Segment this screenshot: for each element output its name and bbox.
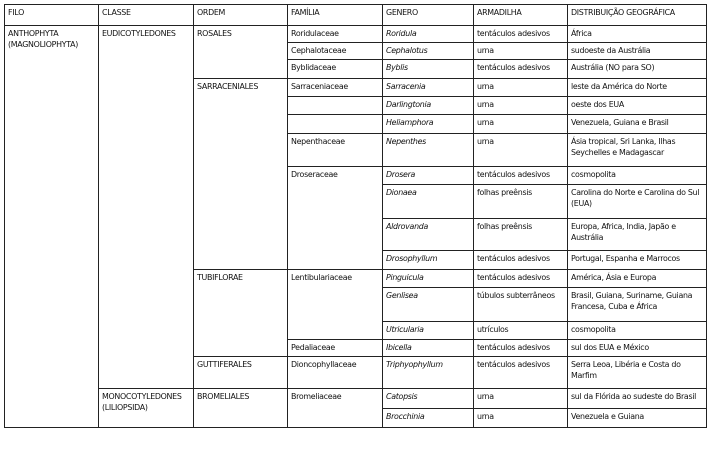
genero-cell: Drosophyllum: [383, 251, 474, 270]
ordem-cell: SARRACENIALES: [194, 79, 288, 270]
familia-cell-empty: [288, 97, 383, 115]
familia-cell: Sarraceniaceae: [288, 79, 383, 97]
distribuicao-cell: América, Ásia e Europa: [568, 270, 707, 288]
header-genero: GENERO: [383, 5, 474, 26]
ordem-cell: ROSALES: [194, 26, 288, 79]
distribuicao-cell: Venezuela e Guiana: [568, 409, 707, 428]
ordem-cell: TUBIFLORAE: [194, 270, 288, 357]
distribuicao-cell: Portugal, Espanha e Marrocos: [568, 251, 707, 270]
familia-cell: Bromeliaceae: [288, 389, 383, 428]
distribuicao-cell: Europa, Africa, India, Japão e Austrália: [568, 219, 707, 251]
ordem-cell: BROMELIALES: [194, 389, 288, 428]
distribuicao-cell: Venezuela, Guiana e Brasil: [568, 115, 707, 134]
ordem-cell: GUTTIFERALES: [194, 357, 288, 389]
genero-cell: Dionaea: [383, 185, 474, 219]
carnivorous-plants-table: [4, 4, 707, 428]
header-classe: CLASSE: [99, 5, 194, 26]
genero-cell: Brocchinia: [383, 409, 474, 428]
armadilha-cell: urna: [474, 134, 568, 167]
armadilha-cell: tentáculos adesivos: [474, 251, 568, 270]
familia-cell: Roridulaceae: [288, 26, 383, 43]
genero-cell: Nepenthes: [383, 134, 474, 167]
armadilha-cell: utrículos: [474, 322, 568, 340]
distribuicao-cell: Carolina do Norte e Carolina do Sul (EUA): [568, 185, 707, 219]
distribuicao-cell: sul da Flórida ao sudeste do Brasil: [568, 389, 707, 409]
armadilha-cell: tentáculos adesivos: [474, 340, 568, 357]
genero-cell: Triphyophyllum: [383, 357, 474, 389]
armadilha-cell: tentáculos adesivos: [474, 270, 568, 288]
distribuicao-cell: sul dos EUA e México: [568, 340, 707, 357]
distribuicao-cell: cosmopolita: [568, 322, 707, 340]
distribuicao-cell: Serra Leoa, Libéria e Costa do Marfim: [568, 357, 707, 389]
table-row: [5, 389, 707, 409]
armadilha-cell: urna: [474, 43, 568, 60]
familia-cell: Byblidaceae: [288, 60, 383, 79]
genero-cell: Aldrovanda: [383, 219, 474, 251]
familia-cell: Pedaliaceae: [288, 340, 383, 357]
familia-cell: Lentibulariaceae: [288, 270, 383, 340]
classe-cell: MONOCOTYLEDONES (LILIOPSIDA): [99, 389, 194, 428]
familia-cell: Cephalotaceae: [288, 43, 383, 60]
genero-cell: Darlingtonia: [383, 97, 474, 115]
distribuicao-cell: África: [568, 26, 707, 43]
genero-cell: Heliamphora: [383, 115, 474, 134]
genero-cell: Ibicella: [383, 340, 474, 357]
classe-cell: EUDICOTYLEDONES: [99, 26, 194, 389]
armadilha-cell: urna: [474, 97, 568, 115]
header-familia: FAMÍLIA: [288, 5, 383, 26]
header-filo: FILO: [5, 5, 99, 26]
armadilha-cell: folhas preênsis: [474, 219, 568, 251]
armadilha-cell: urna: [474, 409, 568, 428]
filo-cell: ANTHOPHYTA (MAGNOLIOPHYTA): [5, 26, 99, 428]
distribuicao-cell: leste da América do Norte: [568, 79, 707, 97]
familia-cell: Droseraceae: [288, 167, 383, 270]
genero-cell: Sarracenia: [383, 79, 474, 97]
header-row: [5, 5, 707, 26]
header-ordem: ORDEM: [194, 5, 288, 26]
header-armadilha: ARMADILHA: [474, 5, 568, 26]
armadilha-cell: tentáculos adesivos: [474, 167, 568, 185]
armadilha-cell: urna: [474, 115, 568, 134]
table-container: [4, 4, 707, 428]
distribuicao-cell: cosmopolita: [568, 167, 707, 185]
table-row: [5, 26, 707, 43]
distribuicao-cell: Brasil, Guiana, Suriname, Guiana Francesa, Cuba e África: [568, 288, 707, 322]
familia-cell: Nepenthaceae: [288, 134, 383, 167]
familia-cell-empty: [288, 115, 383, 134]
header-distribuicao: DISTRIBUIÇÃO GEOGRÁFICA: [568, 5, 707, 26]
armadilha-cell: túbulos subterrâneos: [474, 288, 568, 322]
armadilha-cell: tentáculos adesivos: [474, 60, 568, 79]
distribuicao-cell: oeste dos EUA: [568, 97, 707, 115]
armadilha-cell: tentáculos adesivos: [474, 357, 568, 389]
distribuicao-cell: Ásia tropical, Sri Lanka, Ilhas Seychelles e Madagascar: [568, 134, 707, 167]
genero-cell: Utricularia: [383, 322, 474, 340]
genero-cell: Cephalotus: [383, 43, 474, 60]
genero-cell: Byblis: [383, 60, 474, 79]
distribuicao-cell: Austrália (NO para SO): [568, 60, 707, 79]
armadilha-cell: urna: [474, 389, 568, 409]
genero-cell: Roridula: [383, 26, 474, 43]
armadilha-cell: urna: [474, 79, 568, 97]
armadilha-cell: folhas preênsis: [474, 185, 568, 219]
distribuicao-cell: sudoeste da Austrália: [568, 43, 707, 60]
familia-cell: Dioncophyllaceae: [288, 357, 383, 389]
genero-cell: Catopsis: [383, 389, 474, 409]
armadilha-cell: tentáculos adesivos: [474, 26, 568, 43]
genero-cell: Pinguicula: [383, 270, 474, 288]
genero-cell: Genlisea: [383, 288, 474, 322]
genero-cell: Drosera: [383, 167, 474, 185]
